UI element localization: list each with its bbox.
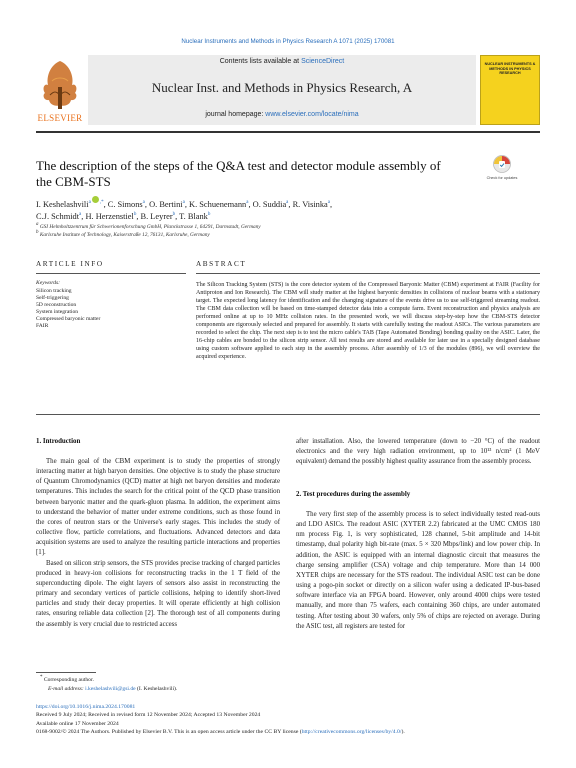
sciencedirect-link[interactable]: ScienceDirect bbox=[301, 58, 345, 65]
email-label: E-mail address: bbox=[48, 685, 84, 692]
contents-prefix: Contents lists available at bbox=[219, 58, 302, 65]
email-suffix: (I. Keshelashvili). bbox=[135, 685, 178, 692]
corresponding-marker[interactable]: ,* bbox=[99, 200, 104, 205]
homepage-link[interactable]: www.elsevier.com/locate/nima bbox=[265, 111, 359, 118]
author-name[interactable]: H. Herzenstiel bbox=[85, 212, 134, 222]
email-note bbox=[40, 685, 440, 694]
author-name[interactable]: B. Leyrer bbox=[140, 212, 173, 222]
keyword: FAIR bbox=[36, 323, 49, 330]
license-suffix: ). bbox=[401, 729, 405, 736]
affiliation-marker[interactable]: a bbox=[246, 200, 249, 205]
article-metadata bbox=[36, 703, 540, 737]
article-title: The description of the steps of the Q&A test and detector module assembly of the CBM-STS bbox=[36, 158, 441, 189]
homepage-prefix: journal homepage: bbox=[205, 111, 266, 118]
affiliation-marker[interactable]: b bbox=[133, 212, 137, 218]
journal-citation[interactable]: Nuclear Instruments and Methods in Physics Research A 1071 (2025) 170081 bbox=[181, 38, 395, 45]
author-line-1: I. Keshelashvili$^a$ ,*, C. Simons$^a$, O. Bertini$^a$, K. Schuenemann$^a$, O. Suddia$^a$, R. Visinka$^a$, bbox=[36, 196, 536, 211]
affiliation-marker[interactable]: a bbox=[142, 200, 145, 205]
affiliation-marker[interactable]: b bbox=[207, 212, 211, 218]
section2-paragraph-1: The very first step of the assembly process is to select individually tested read-outs and LDO ASICs. The readout ASIC (XYTER 2.2) fabricated at the UMC CMOS 180 nm process Fig. 1, is very sophisticated, 128 channel, 5-bit amplitude and 14-bit timestamp, dual polarity high bit-rate (max. 5 × 320 Mbps/link) and low power chip. In addition, the ASIC is equipped with an internal diagnostic circuit that measures the charge sensing amplifier (CSA) voltage and chip temperature. More than 14 000 XYTER chips are necessary for the STS readout. The individual ASIC test can be done using a pogo-pin socket or directly on a silicon wafer using a dedicated IP-bus-based software interface via an FPGA board. However, only around 4000 chips were tested manually, and more than 75 wafers, each containing 360 chips, are under automated testing. After testing about 30 wafers, only 5% of chips are rejected on average. During the ASIC test, all registers are tested for bbox=[296, 511, 540, 630]
abstract-heading: ABSTRACT bbox=[196, 260, 247, 268]
abstract-bottom-rule bbox=[36, 414, 540, 415]
affiliation-a-text: GSI Helmholtzzentrum für Schwerionenforschung GmbH, Planckstrasse 1, 64291, Darmstadt, Germany bbox=[39, 224, 261, 230]
abstract-rule bbox=[196, 273, 540, 274]
intro-paragraph-1: The main goal of the CBM experiment is to study the properties of strongly interacting matter at high baryon densities. One objective is to study the phase structure of Quantum Chromodynamics (QCD) matter at high net baryon densities and moderate temperatures. This includes the search for the critical point of the QCD phase transition between baryonic matter and the quark-gluon plasma. In addition, the experiment aims to understand the behavior of matter under extreme conditions, such as those found in the cores of neutron stars or the Universe's early stages. This includes the study of collective flow, particle correlations, and fluctuations. Advanced detectors and data acquisition systems are used to analyze the resulting particle interactions and properties [1]. bbox=[36, 458, 280, 557]
affiliation-marker[interactable]: a bbox=[286, 200, 289, 205]
affiliation-b: $^b$ Karlsruhe Institute of Technology, Kaiserstraße 12, 76131, Karlsruhe, Germany bbox=[36, 230, 210, 238]
affiliation-marker[interactable]: a bbox=[182, 200, 185, 205]
cover-title: NUCLEAR INSTRUMENTS & METHODS IN PHYSICS RESEARCH bbox=[484, 62, 536, 76]
affiliation-marker[interactable]: a bbox=[88, 200, 91, 205]
intro-paragraph-2: Based on silicon strip sensors, the STS provides precise tracking of charged particles produced in heavy-ion collisions for reconstructing tracks in the 1 T field of the superconducting dipole. The eight layers of sensors also assist in reconstructing the primary and secondary vertices of particle collisions, helping to identify short-lived particles and study their decay properties. It will operate efficiently at high collision rates, ensuring reliable data collection [2]. The thorough test of all components during the assembly is very crucial due to restricted access bbox=[36, 559, 280, 628]
affiliation-marker[interactable]: a bbox=[79, 212, 82, 218]
masthead-rule bbox=[36, 131, 540, 133]
journal-name: Nuclear Inst. and Methods in Physics Research, A bbox=[151, 80, 413, 95]
article-info-rule bbox=[36, 273, 186, 274]
crossmark-icon bbox=[486, 154, 518, 176]
license-link[interactable]: http://creativecommons.org/licenses/by/4.0/ bbox=[301, 729, 402, 736]
affiliation-b-text: Karlsruhe Institute of Technology, Kaiserstraße 12, 76131, Karlsruhe, Germany bbox=[39, 232, 210, 238]
author-name[interactable]: K. Schuenemann bbox=[189, 199, 247, 209]
affiliation-marker[interactable]: b bbox=[172, 212, 176, 218]
intro-paragraph-3: after installation. Also, the lowered temperature (down to −20 °C) of the readout electronics and the very high radiation environment, up to 10¹³ n/cm² (1 MeV equivalent) demand the possibly highest quality assurance from the assembly process. bbox=[296, 438, 540, 466]
corresponding-author-note: * Corresponding author. bbox=[40, 675, 94, 683]
author-list bbox=[36, 196, 536, 224]
author-name[interactable]: R. Visinka bbox=[292, 199, 328, 209]
check-for-updates-badge[interactable] bbox=[486, 154, 518, 184]
journal-homepage bbox=[88, 111, 476, 118]
affiliation-marker[interactable]: a bbox=[327, 200, 330, 205]
contents-line bbox=[88, 58, 476, 65]
crossmark-label: Check for updates bbox=[486, 176, 518, 180]
right-column bbox=[296, 437, 540, 467]
keyword: System integration bbox=[36, 309, 79, 316]
keyword: Self-triggering bbox=[36, 295, 69, 302]
abstract-text: The Silicon Tracking System (STS) is the core detector system of the Compressed Baryonic Matter (CBM) experiment at FAIR (Facility for Antiproton and Ion Research). The CBM will study matter at the highest baryonic densities in collisions of nuclear beams with a stationary target. The expected long latency for identification and the changing signature of the events drive us to use self-triggered streaming readout. The CBM data collection will be based on time-stamped detector data into a compute farm. Event reconstruction and physics analysis are performed online at up to 10 MHz collision rates. In the presented work, we will discuss step-by-step how the CBM-STS detector components are rigorously selected and prepared for assembly. It starts with carefully testing the readout ASICs. The various parameters are recorded to select the chip. The next step is to test the micro cable's TAB (Tape Automated Bonding) bonding quality on the ASIC. Later, the 16-chip cables are bonded to the silicon strip sensor. All test results are stored and available for later use in a specially designed database using custom software applied to each step in the assembly process. After assembly of 1/3 of the modules (896), we will overview the acquired experience. bbox=[196, 282, 540, 361]
author-name[interactable]: T. Blank bbox=[179, 212, 208, 222]
author-line-2: C.J. Schmidt$^a$, H. Herzenstiel$^b$, B. Leyrer$^b$, T. Blank$^b$ bbox=[36, 212, 211, 222]
corresponding-text: Corresponding author. bbox=[43, 677, 94, 683]
doi-link[interactable]: https://doi.org/10.1016/j.nima.2024.170081 bbox=[36, 704, 136, 710]
section2-column bbox=[296, 510, 540, 632]
orcid-icon[interactable] bbox=[92, 196, 99, 203]
footnote-rule bbox=[36, 672, 96, 673]
elsevier-wordmark: ELSEVIER bbox=[37, 113, 83, 123]
keywords-list bbox=[36, 288, 186, 331]
section-heading-test-procedures: 2. Test procedures during the assembly bbox=[296, 491, 411, 498]
section-heading-introduction: 1. Introduction bbox=[36, 438, 81, 445]
article-info-heading: ARTICLE INFO bbox=[36, 260, 104, 268]
author-name[interactable]: I. Keshelashvili bbox=[36, 199, 89, 209]
license-line bbox=[36, 728, 540, 736]
keywords-label: Keywords: bbox=[36, 280, 61, 286]
email-link[interactable]: i.keshelashvili@gsi.de bbox=[85, 685, 136, 692]
author-name[interactable]: O. Suddia bbox=[252, 199, 287, 209]
left-column bbox=[36, 457, 280, 630]
footnote bbox=[40, 676, 440, 693]
license-prefix: 0168-9002/© 2024 The Authors. Published by Elsevier B.V. This is an open access article under the CC BY license ( bbox=[36, 729, 302, 736]
keyword: 5D reconstruction bbox=[36, 302, 77, 309]
keyword: Silicon tracking bbox=[36, 288, 72, 294]
author-name[interactable]: C. Simons bbox=[107, 199, 143, 209]
available-online: Available online 17 November 2024 bbox=[36, 720, 119, 727]
author-name[interactable]: O. Bertini bbox=[149, 199, 183, 209]
received-dates: Received 9 July 2024; Received in revised form 12 November 2024; Accepted 13 November 2024 bbox=[36, 712, 261, 719]
affiliation-a: $^a$ GSI Helmholtzzentrum für Schwerionenforschung GmbH, Planckstrasse 1, 64291, Darmstadt, Germany bbox=[36, 222, 261, 230]
keyword: Compressed baryonic matter bbox=[36, 316, 101, 323]
author-name[interactable]: C.J. Schmidt bbox=[36, 212, 80, 222]
